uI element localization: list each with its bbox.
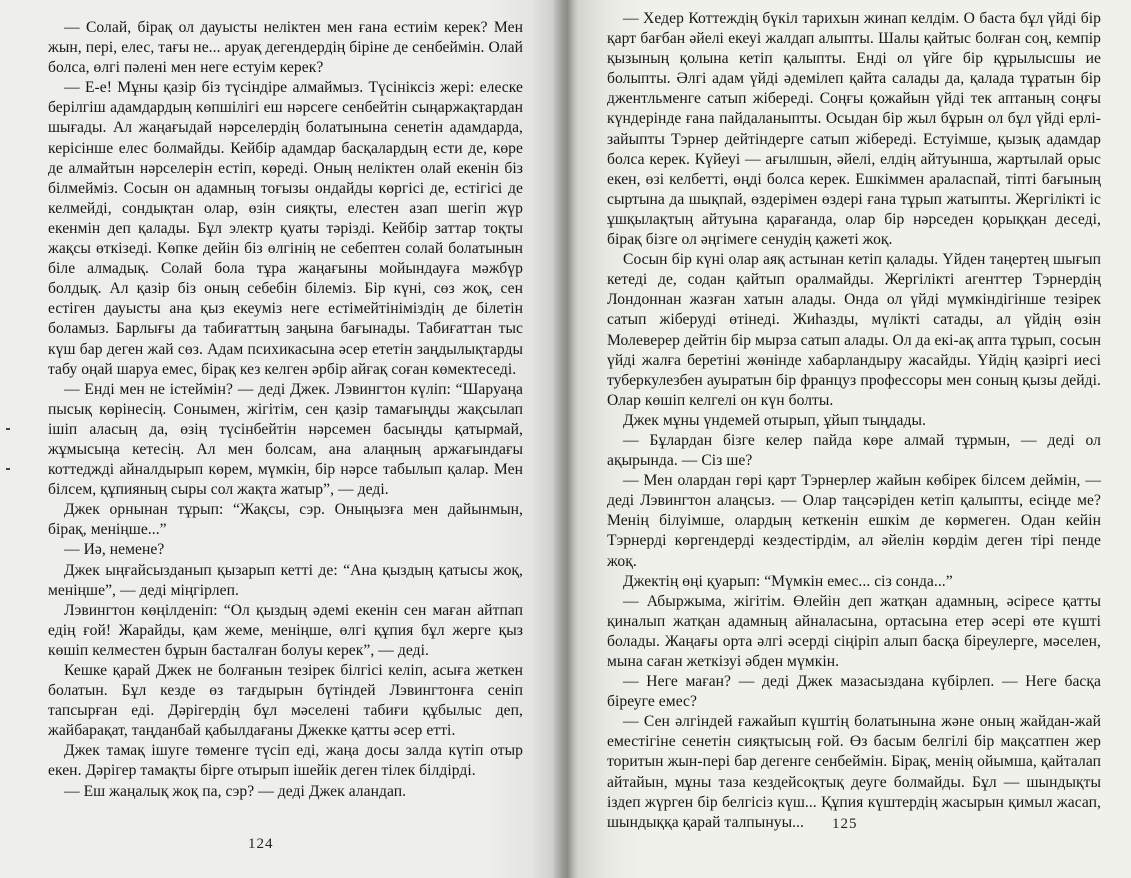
left-paragraph-9: Джек тамақ ішуге төменге түсіп еді, жаңа досы залда күтіп отыр екен. Дәрігер тамақты бірге отырып ішейік деген тілек білдірді. xyxy=(48,742,523,780)
left-paragraph-7: Лэвингтон көңілденіп: “Ол қыздың әдемі екенін сен маған айтпап едің ғой! Жарайды, қам жеме, меніңше, өлгі құпия бұл жерге қыз көшіп келместен бұрын басталған болуы керек”, — деді. xyxy=(48,601,523,659)
left-paragraph-5: — Иә, немене? xyxy=(64,541,165,559)
left-paragraph-8: Кешке қарай Джек не болғанын тезірек білгісі келіп, асыға жеткен болатын. Бұл кезде өз тағдырын бүтіндей Лэвингтонға сеніп тапсырған еді. Дәрігердің бұл мәселені табиғи құбылыс деп, жайбарақат, таңданбай қабылдағаны Джекке қатты әсер етті. xyxy=(48,662,523,740)
page-number-right: 125 xyxy=(832,816,858,832)
left-paragraph-1: — Солай, бірақ ол дауысты неліктен мен ғана естиім керек? Мен жын, пері, елес, тағы не... аруақ дегендердің біріне де сенбеймін. Олай болса, өлгі пәлені мен неге естуім керек? xyxy=(48,19,523,77)
right-page xyxy=(579,0,1131,878)
left-paragraph-4: Джек орнынан тұрып: “Жақсы, сэр. Оныңызға мен дайынмын, бірақ, меніңше...” xyxy=(48,501,523,539)
right-paragraph-9: — Сен әлгіндей ғажайып күштің болатынына және оның жайдан-жай еместігіне сенетін сияқтысың ғой. Өз басым белгілі бір мақсатпен жер торитын жын-пері бар дегенге сенбеймін. Бірақ, менің ойымша, қайталап айтайын, мұны таза кездейсоқтық деуге болмайды. Бұл — шындықты іздеп жүрген бір белгісіз күш... Құпия күштердің жасырын қимыл жасап, шындыққа қарай талпынуы... xyxy=(607,713,1101,831)
left-paragraph-3: — Енді мен не істеймін? — деді Джек. Лэвингтон күліп: “Шаруаңа пысық көрінесің. Сонымен, жігітім, сен қазір тамағыңды жақсылап ішіп аласың да, өзің түсінбейтін нәрсемен басыңды қатырмай, жұмысыңа кетесің. Ал мен болсам, ана алаңның аржағындағы коттеджді айналдырып көрем, мүмкін, бір нәрсе табылып қалар. Мен білсем, құпияның сыры сол жақта жатыр”, — деді. xyxy=(48,380,523,499)
margin-mark xyxy=(6,468,10,470)
right-paragraph-8: — Неге маған? — деді Джек мазасыздана күбірлеп. — Неге басқа біреуге емес? xyxy=(607,673,1101,711)
right-paragraph-7: — Абыржыма, жігітім. Өлейін деп жатқан адамның, әсіресе қатты қиналып жатқан адамның айналасына, ортасына етер әсері өте күшті болады. Жаңағы орта әлгі әсерді сіңіріп алып басқа біреулерге, мәселен, мына саған жеткізуі әбден мүмкін. xyxy=(607,592,1101,670)
right-paragraph-3: Джек мұны үндемей отырып, ұйып тыңдады. xyxy=(623,411,926,429)
left-paragraph-2: — Е-е! Мұны қазір біз түсіндіре алмаймыз. Түсініксіз жері: елеске берілгіш адамдардың көпшілігі еш нәрсеге сенбейтін сыңаржақтардан шығады. Ал жаңағыдай нәрселердің болатынына сенетін адамдарда, керісінше елес болмайды. Кейбір адамдар басқалардың ести де, көре де алмайтын нәрселерін естіп, көреді. Оның неліктен олай екенін біз білмейміз. Сосын он адамның тоғызы ондайды көргісі де, естігісі де келмейді, сондықтан олар, өзін сияқты, елестен азап шегіп жүр екенмін деп қалады. Бұл электр қуаты тәрізді. Кейбір заттар тоқты жақсы өткізеді. Көпке дейін біз өлгінің не себептен солай болатынын біле алмадық. Солай бола тұра жаңағыны мойындауға мәжбүр болдық. Ал қазір біз оның себебін білеміз. Бір күні, сөз жоқ, сен естіген дауысты ана қыз екеуміз неге естімейтініміздің де білетін боламыз. Барлығы да табиғаттың заңына бағынады. Табиғаттан тыс күш бар деген жай сөз. Адам психикасына әсер ететін заңдылықтарды табу оңай шаруа емес, бірақ кез келген әрбір айғақ соған көмектеседі. xyxy=(48,79,523,378)
margin-mark xyxy=(6,428,10,430)
right-paragraph-2: Сосын бір күні олар аяқ астынан кетіп қалады. Үйден таңертең шығып кетеді де, содан қайтып оралмайды. Жергілікті агенттер Тэрнердің Лондоннан жазған хатын алады. Онда ол үйді мүмкіндігінше тезірек сатып жіберуді өтінеді. Жиһазды, мүлікті сатады, ал үйдің өзін Молеверер дейтін бір мырза сатып алады. Ол да екі-ақ апта тұрып, сосын үйді жалға беретіні жөнінде хабарландыру жасайды. Үйдің қазіргі иесі туберкулезбен ауыратын бір француз профессоры мен соның қызы дейді. Олар көшіп келгелі он күн болты. xyxy=(607,251,1101,409)
left-page xyxy=(0,0,553,878)
right-paragraph-6: Джектің өңі қуарып: “Мүмкін емес... сіз сонда...” xyxy=(623,572,953,590)
page-number-left: 124 xyxy=(248,836,274,852)
left-paragraph-10: — Еш жаңалық жоқ па, сэр? — деді Джек аландап. xyxy=(64,782,407,800)
book-gutter xyxy=(553,0,579,878)
right-paragraph-4: — Бұлардан бізге келер пайда көре алмай тұрмын, — деді ол ақырында. — Сіз ше? xyxy=(607,431,1101,470)
right-paragraph-1: — Хедер Коттеждің бүкіл тарихын жинап келдім. О баста бұл үйді бір қарт бағбан әйелі екеуі жалдап алыпты. Шалы қайтыс болған соң, кемпір қызының қолына кетіп қалыпты. Енді ол үйге бір құрылысшы ие болыпты. Әлгі адам үйді әдемілеп қайта салады да, қалада тұратын бір джентльменге сатып жібереді. Соңғы қожайын үйді тек аптаның соңғы күндерінде ғана пайдаланыпты. Осыдан бір жыл бұрын ол бұл үйді ерлі-зайыпты Тэрнер дейтіндерге сатып жібереді. Естуімше, қызық адамдар болса керек. Күйеуі — ағылшын, әйелі, елдің айтуынша, жартылай орыс екен, өзі келбетті, өңді болса керек. Ешкіммен араласпай, тіпті бағының сыртына да шықпай, өздерімен өздері ғана тұрып жатыпты. Жергілікті іс ұшқылақтың айтуына қарағанда, олар бір нәрседен қорыққан деседі, бірақ бізге ол әңгімеге сенудің қажеті жоқ. xyxy=(607,10,1101,249)
left-paragraph-6: Джек ыңғайсызданып қызарып кетті де: “Ана қыздың қатысы жоқ, меніңше”, — деді міңгірлеп. xyxy=(48,561,523,599)
right-paragraph-5: — Мен олардан гөрі қарт Тэрнерлер жайын көбірек білсем деймін, — деді Лэвингтон алаңсыз. — Олар таңсәріден кетіп қалыпты, есіңде ме? Менің білуімше, олардың кеткенін ешкім де көрмеген. Одан кейін Тэрнерді көргендерді кездестірдім, ал әйелін көрдім деген тірі пенде жоқ. xyxy=(607,472,1101,570)
